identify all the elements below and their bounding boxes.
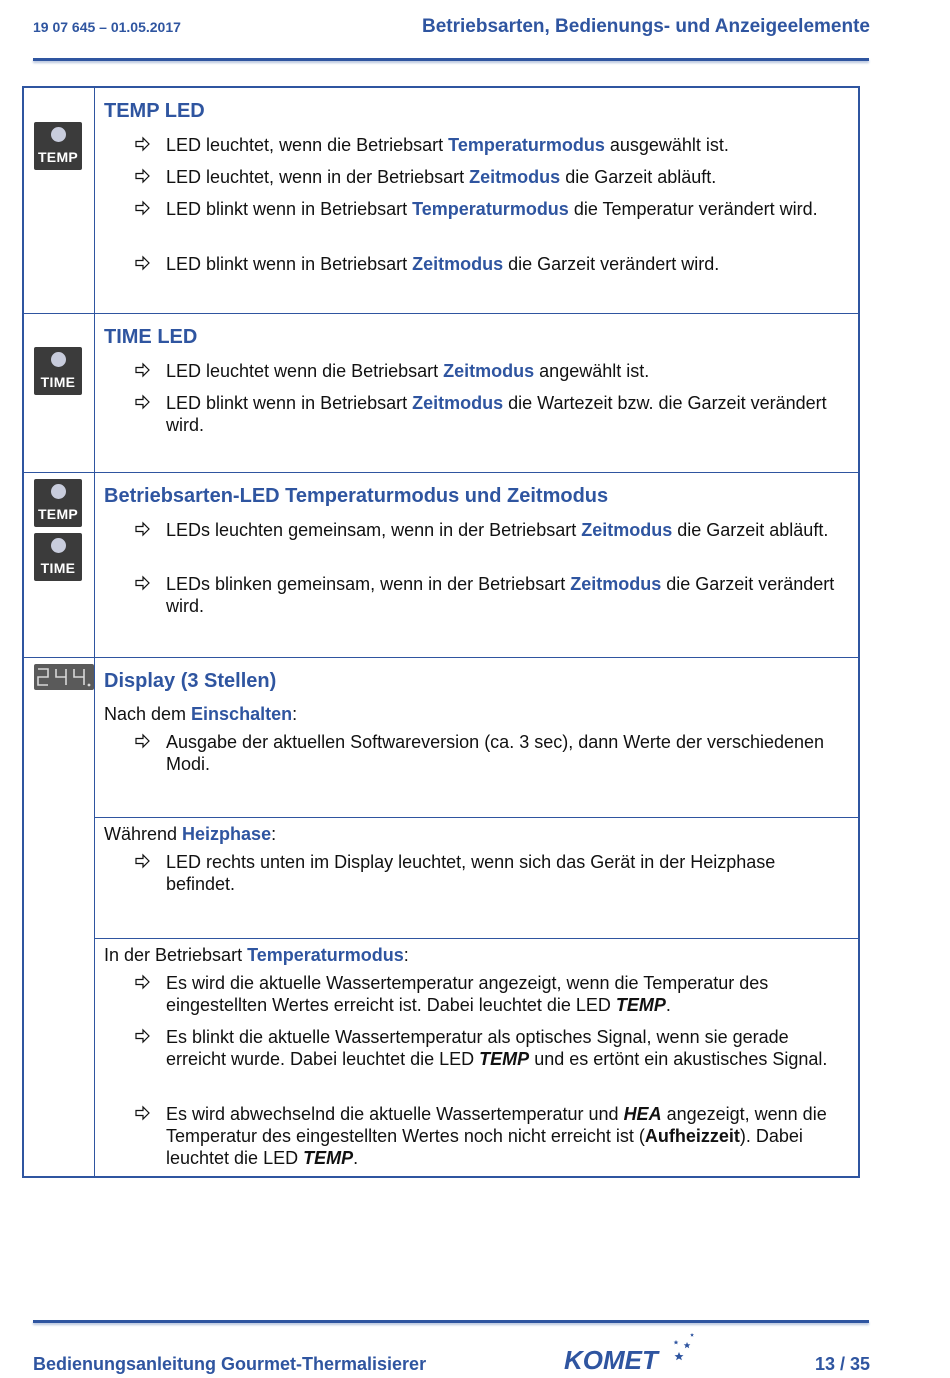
section-title-temp-led: TEMP LED — [104, 100, 205, 122]
list-item: LED rechts unten im Display leuchtet, wenn sich das Gerät in der Heizphase befindet. — [134, 851, 846, 895]
list-item: LED blinkt wenn in Betriebsart Zeitmodus die Wartezeit bzw. die Garzeit verändert wird. — [134, 392, 846, 436]
row-divider — [94, 817, 858, 818]
list-item: Es wird die aktuelle Wassertemperatur angezeigt, wenn die Temperatur des eingestellten Wertes erreicht ist. Dabei leuchtet die LED TEMP. — [134, 972, 846, 1016]
list-item: LEDs blinken gemeinsam, wenn in der Betriebsart Zeitmodus die Garzeit verändert wird. — [134, 573, 846, 617]
row-divider — [24, 313, 858, 314]
komet-logo — [562, 1332, 698, 1376]
section-title-time-led: TIME LED — [104, 326, 198, 348]
page-header-title: Betriebsarten, Bedienungs- und Anzeigeelemente — [422, 16, 870, 37]
list-item: LED blinkt wenn in Betriebsart Zeitmodus die Garzeit verändert wird. — [134, 253, 846, 275]
row-divider — [24, 657, 858, 658]
icon-column-divider — [94, 88, 95, 1176]
three-digit-display-icon — [34, 664, 94, 690]
subheading-after-power-on: Nach dem Einschalten: — [104, 704, 298, 724]
list-item: LED blinkt wenn in Betriebsart Temperaturmodus die Temperatur verändert wird. — [134, 198, 846, 220]
svg-text:KOMET: KOMET — [564, 1345, 658, 1375]
list-item: Es wird abwechselnd die aktuelle Wassertemperatur und HEA angezeigt, wenn die Temperatur des eingestellten Wertes noch nicht erreicht ist (Aufheizzeit). Dabei leuchtet die LED TEMP. — [134, 1103, 846, 1169]
list-item: LED leuchtet, wenn in der Betriebsart Zeitmodus die Garzeit abläuft. — [134, 166, 846, 188]
list-item: LED leuchtet, wenn die Betriebsart Temperaturmodus ausgewählt ist. — [134, 134, 846, 156]
footer-divider — [33, 1320, 869, 1323]
page-number: 13 / 35 — [814, 1354, 870, 1374]
subheading-temperature-mode: In der Betriebsart Temperaturmodus: — [104, 945, 409, 965]
row-divider — [24, 472, 858, 473]
temp-led-icon: TEMP — [34, 479, 82, 527]
row-divider — [94, 938, 858, 939]
time-led-icon: TIME — [34, 533, 82, 581]
document-reference: 19 07 645 – 01.05.2017 — [33, 19, 181, 35]
list-item: Es blinkt die aktuelle Wassertemperatur als optisches Signal, wenn sie gerade erreicht wurde. Dabei leuchtet die LED TEMP und es ertönt ein akustisches Signal. — [134, 1026, 846, 1070]
manual-title: Bedienungsanleitung Gourmet-Thermalisierer — [33, 1354, 427, 1374]
content-table — [22, 86, 860, 1178]
section-title-display: Display (3 Stellen) — [104, 670, 277, 692]
temp-led-icon: TEMP — [34, 122, 82, 170]
list-item: LEDs leuchten gemeinsam, wenn in der Betriebsart Zeitmodus die Garzeit abläuft. — [134, 519, 846, 541]
section-title-mode-leds: Betriebsarten-LED Temperaturmodus und Zeitmodus — [104, 485, 609, 507]
list-item: LED leuchtet wenn die Betriebsart Zeitmodus angewählt ist. — [134, 360, 846, 382]
list-item: Ausgabe der aktuellen Softwareversion (ca. 3 sec), dann Werte der verschiedenen Modi. — [134, 731, 846, 775]
header-divider — [33, 58, 869, 61]
subheading-heating-phase: Während Heizphase: — [104, 824, 277, 844]
time-led-icon: TIME — [34, 347, 82, 395]
